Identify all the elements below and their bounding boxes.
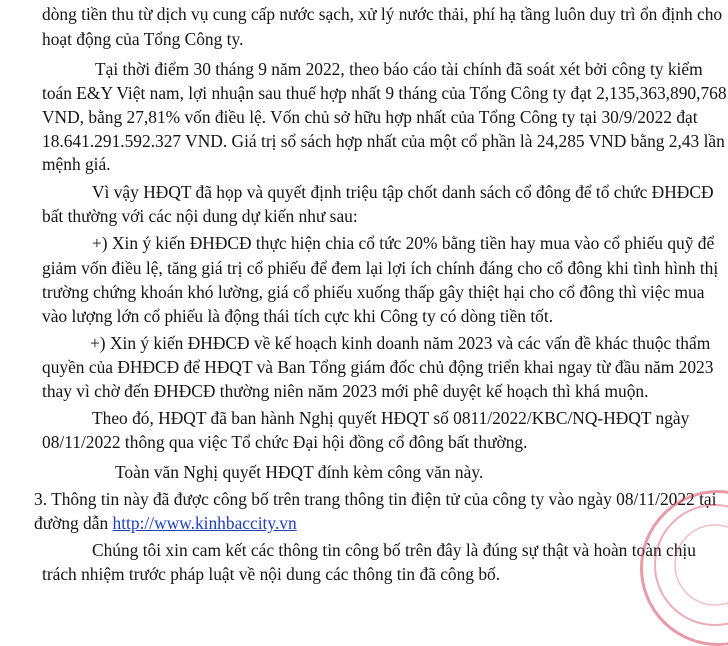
text-line: thay vì chờ đến ĐHĐCĐ thường niên năm 2023 mới phê duyệt kế hoạch thì khá muộn.	[42, 381, 649, 401]
text-line: giảm vốn điều lệ, tăng giá trị cổ phiếu để đem lại lợi ích chính đáng cho cổ đông khi tình hình thị	[42, 258, 719, 278]
link-line	[34, 512, 297, 534]
attachment-note: Toàn văn Nghị quyết HĐQT đính kèm công văn này.	[115, 462, 484, 482]
bullet-item-business-plan: +) Xin ý kiến ĐHĐCĐ về kế hoạch kinh doanh năm 2023 và các vấn đề khác thuộc thẩm	[90, 333, 711, 353]
text-line: hoạt động của Tổng Công ty.	[42, 29, 244, 49]
text-line: dòng tiền thu từ dịch vụ cung cấp nước sạch, xử lý nước thải, phí hạ tầng luôn duy trì ổn định cho	[42, 4, 723, 24]
text-line: bất thường với các nội dung dự kiến như sau:	[42, 206, 358, 226]
text-line: 18.641.291.592.327 VND. Giá trị sổ sách hợp nhất của một cổ phần là 24,285 VND bằng 2,43 lần	[42, 131, 725, 151]
paragraph-start: Vì vậy HĐQT đã họp và quyết định triệu tập chốt danh sách cổ đông để tổ chức ĐHĐCĐ	[92, 182, 714, 202]
link-prefix: đường dẫn	[34, 513, 113, 533]
text-line: mệnh giá.	[42, 154, 111, 174]
paragraph-start: Theo đó, HĐQT đã ban hành Nghị quyết HĐQT số 0811/2022/KBC/NQ-HĐQT ngày	[92, 408, 690, 428]
paragraph-start: Tại thời điểm 30 tháng 9 năm 2022, theo báo cáo tài chính đã soát xét bởi công ty kiểm	[95, 59, 703, 79]
text-line: 08/11/2022 thông qua việc Tổ chức Đại hội đồng cổ đông bất thường.	[42, 432, 528, 452]
commitment-line: Chúng tôi xin cam kết các thông tin công bố trên đây là đúng sự thật và hoàn toàn chịu	[92, 540, 696, 560]
text-line: toán E&Y Việt nam, lợi nhuận sau thuế hợp nhất 9 tháng của Tổng Công ty đạt 2,135,363,890,768	[42, 83, 727, 103]
website-link[interactable]: http://www.kinhbaccity.vn	[112, 513, 297, 533]
text-line: VND, bằng 27,81% vốn điều lệ. Vốn chủ sở hữu hợp nhất của Tổng Công ty tại 30/9/2022 đạt	[42, 107, 698, 127]
company-seal	[640, 490, 728, 646]
section-3-line: 3. Thông tin này đã được công bố trên trang thông tin điện tử của công ty vào ngày 08/11/2022 tại	[34, 489, 717, 509]
text-line: vào lượng lớn cổ phiếu là động thái tích cực khi Công ty có dòng tiền tốt.	[42, 306, 554, 326]
seal-ring-icon	[640, 490, 728, 640]
bullet-item-dividend: +) Xin ý kiến ĐHĐCĐ thực hiện chia cổ tức 20% bằng tiền hay mua vào cổ phiếu quỹ để	[92, 233, 715, 253]
text-line: quyền của ĐHĐCĐ để HĐQT và Ban Tổng giám đốc chủ động triển khai ngay từ đầu năm 2023	[42, 357, 714, 377]
text-line: trách nhiệm trước pháp luật về nội dung các thông tin đã công bố.	[42, 564, 501, 584]
text-line: trường chứng khoán khó lường, giá cổ phiếu xuống thấp gây thiệt hại cho cổ đông thì việc mua	[42, 282, 705, 302]
